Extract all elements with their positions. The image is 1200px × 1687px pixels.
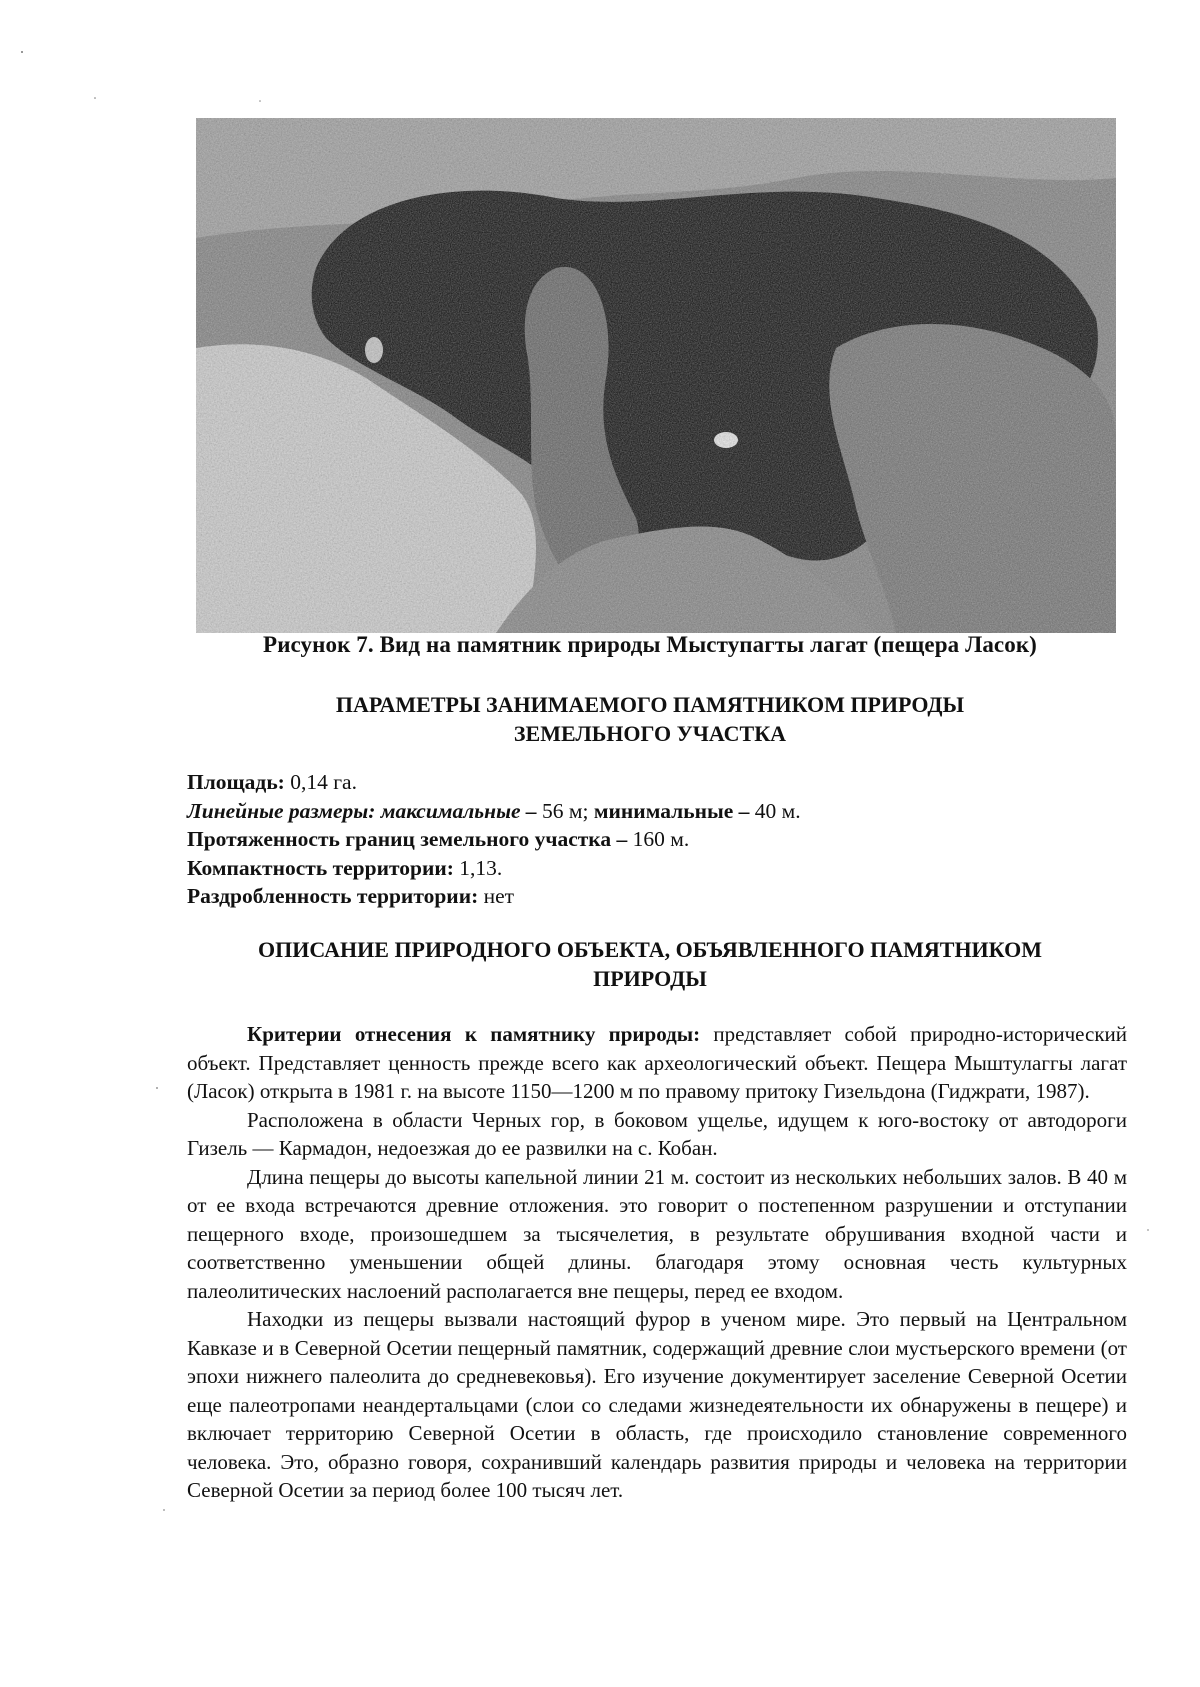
section-heading-description <box>150 935 1150 993</box>
cave-photo <box>196 118 1116 633</box>
description-body <box>187 1020 1127 1505</box>
param-value: 40 м. <box>749 798 801 823</box>
param-linear-size <box>187 797 1087 826</box>
paragraph <box>187 1020 1127 1106</box>
section-heading-parameters <box>150 690 1150 748</box>
paragraph: Расположена в области Черных гор, в боковом ущелье, идущем к юго-востоку от автодороги Гизель — Кармадон, недоезжая до ее развилки на с. Кобан. <box>187 1107 1127 1160</box>
param-border-length <box>187 825 1087 854</box>
param-label: Линейные размеры: максимальные – <box>187 798 537 823</box>
paragraph-text: представляет собой природно-исторический объект. Представляет ценность прежде всего как археологический объект. Пещера Мыштулаггы лагат (Ласок) открыта в 1981 г. на высоте 1150—1200 м по правому притоку Гизельдона (Гиджрати, 1987). <box>187 1022 1128 1103</box>
param-value: 56 м; <box>536 798 589 823</box>
heading-line: ОПИСАНИЕ ПРИРОДНОГО ОБЪЕКТА, ОБЪЯВЛЕННОГО ПАМЯТНИКОМ <box>258 937 1042 962</box>
param-fragmentation <box>187 882 1087 911</box>
param-compactness <box>187 854 1087 883</box>
param-value: 0,14 га. <box>284 770 357 794</box>
param-label: Протяженность границ земельного участка – <box>187 827 628 852</box>
parameters-list <box>187 768 1087 911</box>
param-value: 1,13. <box>453 855 503 880</box>
paragraph: Находки из пещеры вызвали настоящий фурор в ученом мире. Это первый на Центральном Кавказе и в Северной Осетии пещерный памятник, содержащий древние слои мустьерского времени (от эпохи нижнего палеолита до средневековья). Его изучение документирует заселение Северной Осетии еще палеотропами неандертальцами (слои со следами жизнедеятельности их обнаружены в пещере) и включает территорию Северной Осетии в область, где происходило становление современного человека. Это, образно говоря, сохранивший календарь развития природы и человека на территории Северной Осетии за период более 100 тысяч лет. <box>187 1307 1127 1502</box>
heading-line: ПАРАМЕТРЫ ЗАНИМАЕМОГО ПАМЯТНИКОМ ПРИРОДЫ <box>335 692 965 717</box>
param-label: Площадь: <box>187 770 285 794</box>
heading-line: ЗЕМЕЛЬНОГО УЧАСТКА <box>513 721 787 746</box>
param-value: нет <box>478 884 515 909</box>
heading-line: ПРИРОДЫ <box>593 966 707 991</box>
param-value: 160 м. <box>627 827 690 852</box>
param-area <box>187 768 1087 797</box>
param-label: Раздробленность территории: <box>187 884 479 909</box>
param-label: минимальные – <box>588 798 750 823</box>
figure-caption: Рисунок 7. Вид на памятник природы Мыступагты лагат (пещера Ласок) <box>263 632 1037 657</box>
cave-photo-image <box>196 118 1116 633</box>
paragraph: Длина пещеры до высоты капельной линии 21 м. состоит из нескольких небольших залов. В 40 м от ее входа встречаются древние отложения. это говорит о постепенном разрушении и отступании пещерного входе, произошедшем за тысячелетия, в результате обрушивания входной части и соответственно уменьшении общей длины. благодаря этому основная честь культурных палеолитических наслоений располагается вне пещеры, перед ее входом. <box>187 1164 1127 1303</box>
param-label: Компактность территории: <box>187 855 454 880</box>
criteria-label: Критерии отнесения к памятнику природы: <box>247 1022 701 1046</box>
